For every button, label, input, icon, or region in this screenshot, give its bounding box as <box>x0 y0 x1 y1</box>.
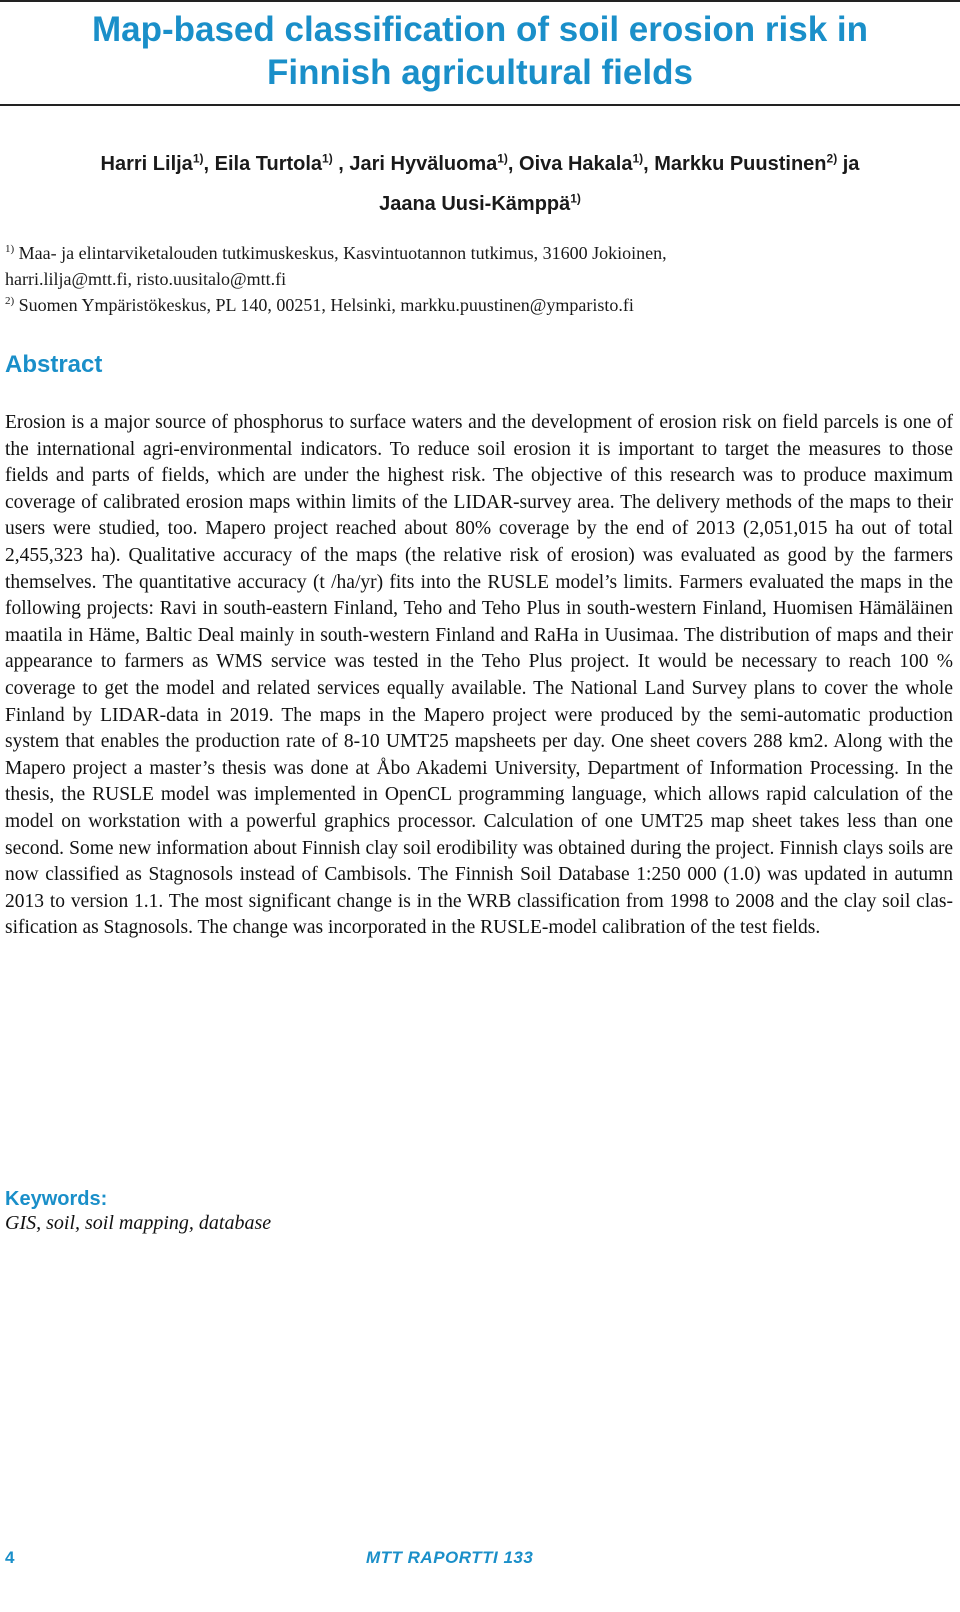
author-separator: , <box>507 153 520 175</box>
author-name: Jaana Uusi-Kämppä <box>379 193 571 215</box>
author-separator: , <box>203 153 215 175</box>
page-number: 4 <box>5 1548 15 1567</box>
keywords-text: GIS, soil, soil mapping, database <box>5 1212 272 1234</box>
affiliation-1 <box>5 240 945 292</box>
author-separator: ja <box>837 153 860 175</box>
author-separator: , <box>332 153 350 175</box>
affiliation-text: Maa- ja elintarviketalouden tutkimuskeskus, Kasvintuotannon tutkimus, 31600 Jokioinen, <box>14 243 667 263</box>
author-separator: , <box>643 153 655 175</box>
top-rule <box>0 0 960 2</box>
abstract-heading: Abstract <box>5 351 103 378</box>
author-list <box>20 144 940 224</box>
author-affil-mark: 1) <box>497 151 508 166</box>
affiliation-mark: 2) <box>5 295 15 307</box>
series-name: MTT RAPORTTI 133 <box>366 1548 534 1567</box>
affiliations <box>5 240 945 318</box>
title-line-2: Finnish agricultural fields <box>267 53 693 92</box>
author-affil-mark: 1) <box>192 151 204 166</box>
author-name: Markku Puustinen <box>654 153 827 175</box>
paper-title <box>0 8 960 94</box>
author-affil-mark: 2) <box>826 151 838 166</box>
author-name: Eila Turtola <box>214 153 323 175</box>
author-affil-mark: 1) <box>570 191 581 206</box>
affiliation-emails: harri.lilja@mtt.fi, risto.uusitalo@mtt.fi <box>5 269 287 289</box>
title-rule <box>0 104 960 106</box>
affiliation-mark: 1) <box>5 243 15 255</box>
affiliation-text: Suomen Ympäristökeskus, PL 140, 00251, Helsinki, markku.puustinen@ymparisto.fi <box>14 295 634 315</box>
author-name: Oiva Hakala <box>519 153 633 175</box>
keywords-heading: Keywords: <box>5 1188 108 1210</box>
author-affil-mark: 1) <box>322 151 333 166</box>
abstract-body: Erosion is a major source of phosphorus to surface waters and the development of erosion risk on field parcels is one of the international agri-environmental indicators. To reduce soil erosion it is important to target the measures to those fields and parts of fields, which are under the highest risk. The objective of this research was to produce maximum coverage of calibrated erosion maps within limits of the LIDAR-survey area. The delivery methods of the maps to their users were studied, too. Mapero project reached about 80% coverage by the end of 2013 (2,051,015 ha out of total 2,455,323 ha). Qualitative accuracy of the maps (the relative risk of erosion) was evaluated as good by the farmers themselves. The quantitative accuracy (t /ha/yr) fits into the RUSLE model’s limits. Farmers evaluated the maps in the following projects: Ravi in south-eastern Finland, Teho and Teho Plus in south-western Finland, Huomisen Hämäläinen maatila in Häme, Baltic Deal mainly in south-western Finland and RaHa in Uusimaa. The distribution of maps and their appearance to farmers as WMS service was tested in the Teho Plus project. It would be necessary to reach 100 % coverage to get the model and related services equally available. The National Land Survey plans to cover the whole Finland by LIDAR-data in 2019. The maps in the Mapero project were produced by the semi-automatic production system that enables the production rate of 8-10 UMT25 mapsheets per day. One sheet covers 288 km2. Along with the Mapero project a master’s thesis was done at Åbo Akademi University, Department of Information Processing. In the thesis, the RUSLE model was implemented in OpenCL programming language, which allows rapid calculation of the model on workstation with a powerful graphics processor. Calculation of one UMT25 map sheet takes less than one second. Some new information about Finnish clay soil erodibility was obtained during the project. Finnish clays soils are now classified as Stagnosols instead of Cambisols. The Finnish Soil Database 1:250 000 (1.0) was updated in autumn 2013 to version 1.1. The most significant change is in the WRB classification from 1998 to 2008 and the clay soil classification as Stagnosols. The change was incorporated in the RUSLE-model calibration of the test fields. <box>5 412 953 939</box>
affiliation-2 <box>5 292 945 318</box>
author-name: Harri Lilja <box>100 153 193 175</box>
author-name: Jari Hyväluoma <box>349 153 498 175</box>
title-line-1: Map-based classification of soil erosion risk in <box>91 10 869 49</box>
author-affil-mark: 1) <box>632 151 644 166</box>
